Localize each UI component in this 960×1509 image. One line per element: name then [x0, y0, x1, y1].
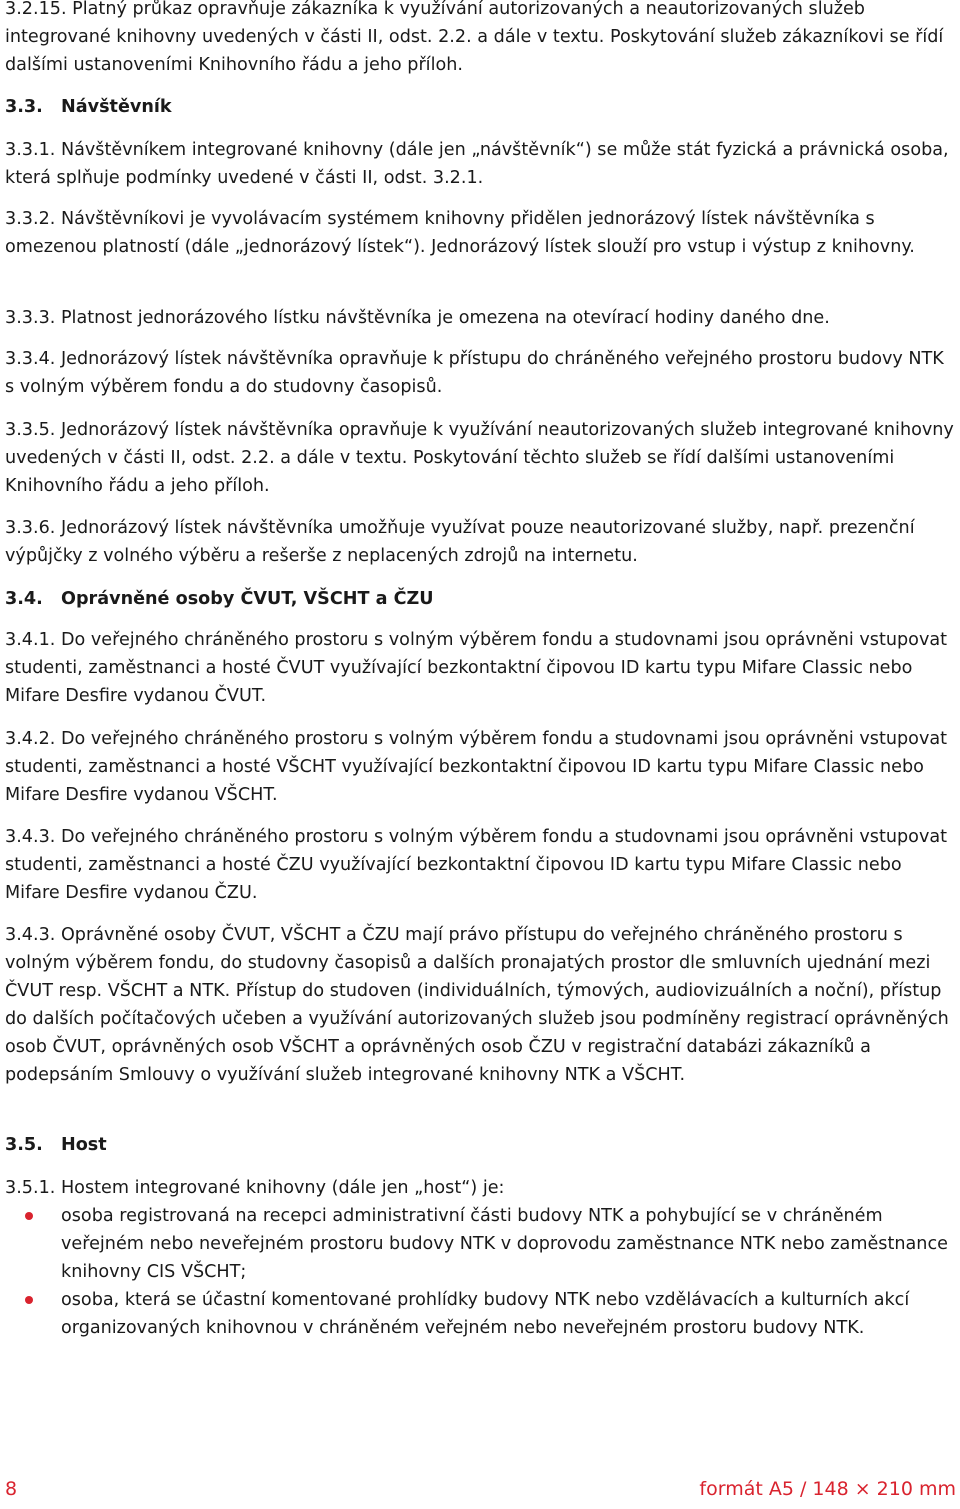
paragraph-3-4-3-a	[5, 823, 955, 907]
section-heading-3-3	[5, 93, 955, 121]
paragraph-text: Platný průkaz opravňuje zákazníka k využívání autorizovaných a neautorizovaných služeb integrované knihovny uvedených v části II, odst. 2.2. a dále v textu. Poskytování služeb zákazníkovi se řídí dalšími ustanoveními Knihovního řádu a jeho příloh.	[5, 0, 944, 75]
paragraph-number: 3.3.4.	[5, 349, 56, 369]
paragraph-3-4-3-b	[5, 921, 955, 1089]
section-title: Oprávněné osoby ČVUT, VŠCHT a ČZU	[61, 589, 434, 609]
paragraph-number: 3.3.3.	[5, 308, 56, 328]
paragraph-text: Do veřejného chráněného prostoru s volným výběrem fondu a studovnami jsou oprávněni vstupovat studenti, zaměstnanci a hosté ČZU využívající bezkontaktní čipovou ID kartu typu Mifare Classic nebo Mifare Desfire vydanou ČZU.	[5, 827, 948, 903]
paragraph-number: 3.2.15.	[5, 0, 67, 19]
paragraph-number: 3.4.3.	[5, 925, 56, 945]
paragraph-number: 3.4.1.	[5, 630, 56, 650]
list-item	[5, 1286, 955, 1342]
list-item	[5, 1202, 955, 1286]
paragraph-number: 3.5.1.	[5, 1178, 56, 1198]
section-title: Host	[61, 1135, 107, 1155]
paragraph-3-3-4	[5, 345, 955, 401]
page-number: 8	[5, 1478, 18, 1500]
bullet-dot-icon	[25, 1212, 33, 1220]
paragraph-number: 3.3.5.	[5, 420, 56, 440]
paragraph-text: Hostem integrované knihovny (dále jen „host“) je:	[55, 1178, 505, 1198]
list-item-text: osoba, která se účastní komentované prohlídky budovy NTK nebo vzdělávacích a kulturních akcí organizovaných knihovnou v chráněném veřejném nebo neveřejném prostoru budovy NTK.	[61, 1290, 910, 1338]
paragraph-3-3-3	[5, 304, 955, 332]
section-heading-3-4	[5, 585, 955, 613]
paragraph-text: Platnost jednorázového lístku návštěvníka je omezena na otevírací hodiny daného dne.	[55, 308, 830, 328]
paragraph-text: Jednorázový lístek návštěvníka opravňuje k přístupu do chráněného veřejného prostoru budovy NTK s volným výběrem fondu a do studovny časopisů.	[5, 349, 944, 397]
paragraph-3-3-2	[5, 205, 955, 261]
paragraph-text: Oprávněné osoby ČVUT, VŠCHT a ČZU mají právo přístupu do veřejného chráněného prostoru s volným výběrem fondu, do studovny časopisů a dalších pronajatých prostor dle smluvních ujednání mezi ČVUT resp. VŠCHT a NTK. Přístup do studoven (individuálních, týmových, audiovizuálních a noční), přístup do dalších počítačových učeben a využívání autorizovaných služeb jsou podmíněny registrací oprávněných osob ČVUT, oprávněných osob VŠCHT a oprávněných osob ČZU v registrační databázi zákazníků a podepsáním Smlouvy o využívání služeb integrované knihovny NTK a VŠCHT.	[5, 925, 949, 1085]
paragraph-3-4-1	[5, 626, 955, 710]
paragraph-number: 3.4.2.	[5, 729, 56, 749]
paragraph-text: Jednorázový lístek návštěvníka umožňuje využívat pouze neautorizované služby, např. prezenční výpůjčky z volného výběru a rešerše z neplacených zdrojů na internetu.	[5, 518, 915, 566]
paragraph-number: 3.3.6.	[5, 518, 56, 538]
paragraph-text: Do veřejného chráněného prostoru s volným výběrem fondu a studovnami jsou oprávněni vstupovat studenti, zaměstnanci a hosté VŠCHT využívající bezkontaktní čipovou ID kartu typu Mifare Classic nebo Mifare Desfire vydanou VŠCHT.	[5, 729, 948, 805]
section-number: 3.5.	[5, 1135, 43, 1155]
paragraph-3-3-1	[5, 136, 955, 192]
paragraph-number: 3.3.2.	[5, 209, 56, 229]
section-number: 3.3.	[5, 97, 43, 117]
bullet-dot-icon	[25, 1296, 33, 1304]
paragraph-text: Návštěvníkem integrované knihovny (dále jen „návštěvník“) se může stát fyzická a právnická osoba, která splňuje podmínky uvedené v části II, odst. 3.2.1.	[5, 140, 949, 188]
paragraph-3-2-15	[5, 0, 955, 79]
paragraph-3-3-6	[5, 514, 955, 570]
format-label: formát A5 / 148 × 210 mm	[699, 1478, 956, 1500]
paragraph-number: 3.3.1.	[5, 140, 56, 160]
paragraph-number: 3.4.3.	[5, 827, 56, 847]
paragraph-text: Do veřejného chráněného prostoru s volným výběrem fondu a studovnami jsou oprávněni vstupovat studenti, zaměstnanci a hosté ČVUT využívající bezkontaktní čipovou ID kartu typu Mifare Classic nebo Mifare Desfire vydanou ČVUT.	[5, 630, 948, 706]
section-heading-3-5	[5, 1131, 955, 1159]
paragraph-text: Návštěvníkovi je vyvolávacím systémem knihovny přidělen jednorázový lístek návštěvníka s omezenou platností (dále „jednorázový lístek“). Jednorázový lístek slouží pro vstup i výstup z knihovny.	[5, 209, 915, 257]
paragraph-3-4-2	[5, 725, 955, 809]
paragraph-text: Jednorázový lístek návštěvníka opravňuje k využívání neautorizovaných služeb integrované knihovny uvedených v části II, odst. 2.2. a dále v textu. Poskytování těchto služeb se řídí dalšími ustanoveními Knihovního řádu a jeho příloh.	[5, 420, 954, 496]
paragraph-3-5-1	[5, 1174, 955, 1202]
paragraph-3-3-5	[5, 416, 955, 500]
section-number: 3.4.	[5, 589, 43, 609]
section-title: Návštěvník	[61, 97, 172, 117]
list-item-text: osoba registrovaná na recepci administrativní části budovy NTK a pohybující se v chráněném veřejném nebo neveřejném prostoru budovy NTK v doprovodu zaměstnance NTK nebo zaměstnance knihovny CIS VŠCHT;	[61, 1206, 948, 1282]
